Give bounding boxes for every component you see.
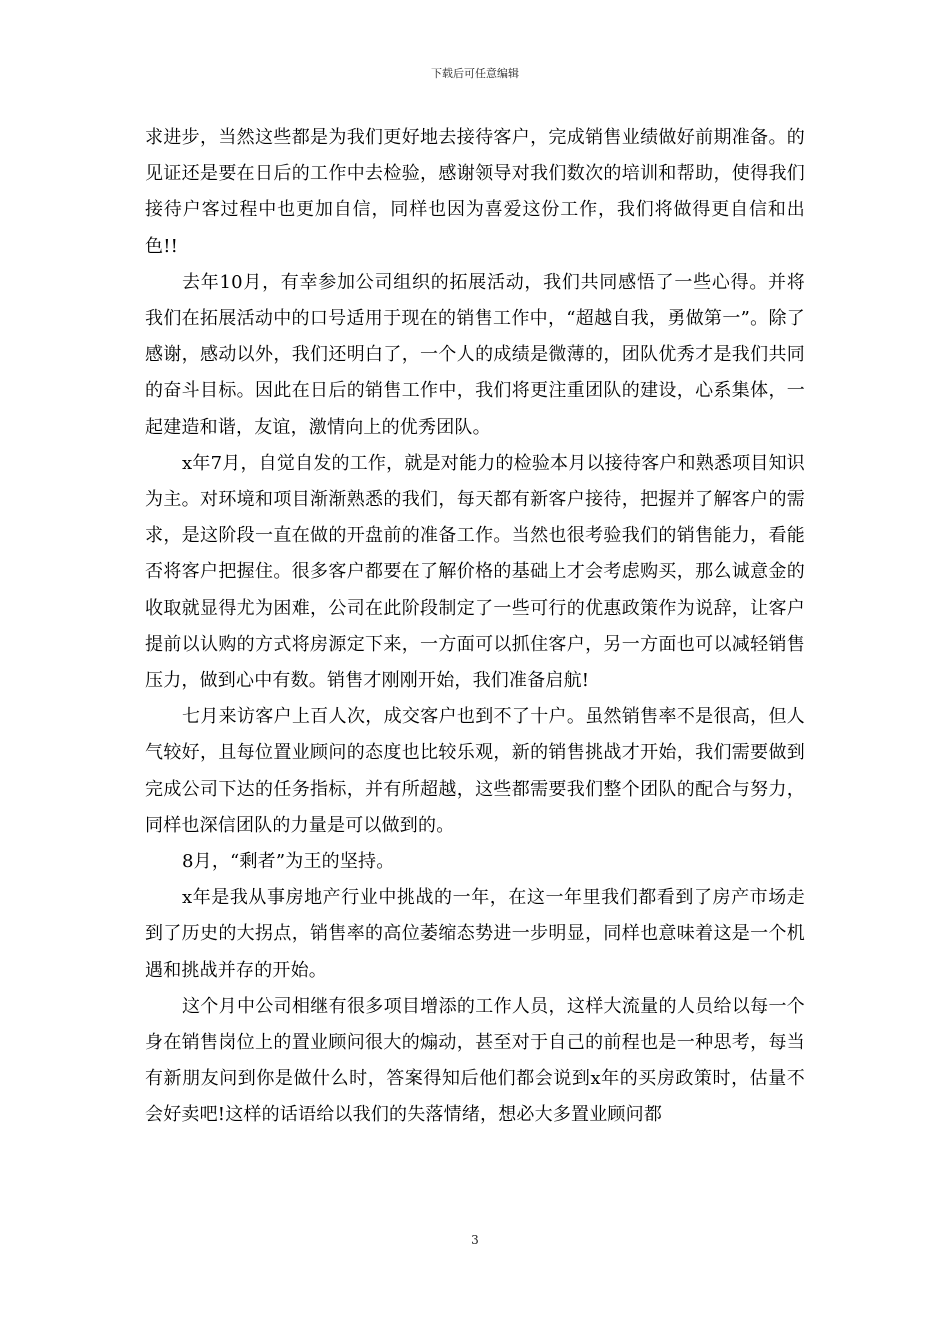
page-number: 3 (471, 1233, 479, 1247)
paragraph-3: x年7月，自觉自发的工作，就是对能力的检验本月以接待客户和熟悉项目知识为主。对环境和项目渐渐熟悉的我们，每天都有新客户接待，把握并了解客户的需求，是这阶段一直在做的开盘前的准备工作。当然也很考验我们的销售能力，看能否将客户把握住。很多客户都要在了解价格的基础上才会考虑购买，那么诚意金的收取就显得尤为困难，公司在此阶段制定了一些可行的优惠政策作为说辞，让客户提前以认购的方式将房源定下来，一方面可以抓住客户，另一方面也可以减轻销售压力，做到心中有数。销售才刚刚开始，我们准备启航! (145, 452, 805, 692)
paragraph-5: 8月，“剩者”为王的坚持。 (182, 851, 395, 873)
page-header: 下载后可任意编辑 (431, 67, 519, 80)
paragraph-4: 七月来访客户上百人次，成交客户也到不了十户。虽然销售率不是很高，但人气较好，且每位置业顾问的态度也比较乐观，新的销售挑战才开始，我们需要做到完成公司下达的任务指标，并有所超越，这些都需要我们整个团队的配合与努力，同样也深信团队的力量是可以做到的。 (145, 706, 805, 836)
paragraph-7: 这个月中公司相继有很多项目增添的工作人员，这样大流量的人员给以每一个身在销售岗位上的置业顾问很大的煽动，甚至对于自己的前程也是一种思考，每当有新朋友问到你是做什么时，答案得知后他们都会说到x年的买房政策时，估量不会好卖吧!这样的话语给以我们的失落情绪，想必大多置业顾问都 (145, 995, 805, 1126)
paragraph-6: x年是我从事房地产行业中挑战的一年，在这一年里我们都看到了房产市场走到了历史的大拐点，销售率的高位萎缩态势进一步明显，同样也意味着这是一个机遇和挑战并存的开始。 (145, 887, 805, 981)
paragraph-2: 去年10月，有幸参加公司组织的拓展活动，我们共同感悟了一些心得。并将我们在拓展活动中的口号适用于现在的销售工作中，“超越自我，勇做第一”。除了感谢，感动以外，我们还明白了，一个人的成绩是微薄的，团队优秀才是我们共同的奋斗目标。因此在日后的销售工作中，我们将更注重团队的建设，心系集体，一起建造和谐，友谊，激情向上的优秀团队。 (145, 271, 805, 438)
paragraph-1: 求进步，当然这些都是为我们更好地去接待客户，完成销售业绩做好前期准备。的见证还是要在日后的工作中去检验，感谢领导对我们数次的培训和帮助，使得我们接待户客过程中也更加自信，同样也因为喜爱这份工作，我们将做得更自信和出色!! (145, 127, 805, 257)
document-body (145, 120, 805, 1134)
